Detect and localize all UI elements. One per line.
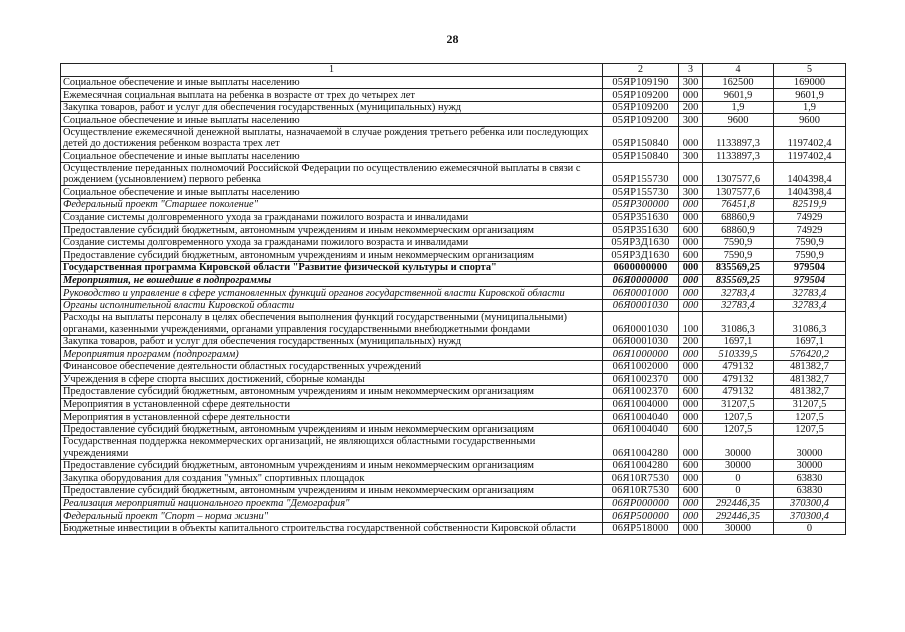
row-value-year2: 82519,9 [774,198,846,211]
row-name: Руководство и управление в сфере установленных функций органов государственной власти Кировской области [61,287,603,300]
row-name: Государственная поддержка некоммерческих организаций, не являющихся областными государственными учреждениями [61,436,603,459]
row-expense-type: 000 [679,398,703,411]
row-value-year1: 292446,35 [703,510,774,523]
row-value-year2: 481382,7 [774,373,846,386]
header-col-5: 5 [774,64,846,77]
row-code: 06Я0001030 [603,335,679,348]
table-row [61,287,846,300]
table-row [61,472,846,485]
row-value-year1: 68860,9 [703,211,774,224]
table-row [61,274,846,287]
row-name: Закупка товаров, работ и услуг для обеспечения государственных (муниципальных) нужд [61,101,603,114]
row-expense-type: 000 [679,261,703,274]
table-header-row [61,64,846,77]
row-code: 05ЯР155730 [603,186,679,199]
row-code: 06Я0000000 [603,274,679,287]
row-name: Бюджетные инвестиции в объекты капитального строительства государственной собственности Кировской области [61,522,603,535]
table-row [61,89,846,102]
table-row [61,497,846,510]
row-expense-type: 100 [679,312,703,335]
row-expense-type: 000 [679,198,703,211]
row-value-year2: 9601,9 [774,89,846,102]
row-expense-type: 200 [679,101,703,114]
row-value-year2: 1207,5 [774,411,846,424]
table-row [61,522,846,535]
row-expense-type: 000 [679,348,703,361]
row-value-year1: 1307577,6 [703,186,774,199]
row-value-year2: 1404398,4 [774,162,846,185]
row-code: 06Я10R7530 [603,485,679,498]
row-code: 06ЯР518000 [603,522,679,535]
row-code: 06Я0001030 [603,312,679,335]
row-value-year1: 479132 [703,386,774,399]
row-expense-type: 000 [679,287,703,300]
row-value-year2: 63830 [774,485,846,498]
table-row [61,485,846,498]
row-value-year1: 7590,9 [703,236,774,249]
row-name: Предоставление субсидий бюджетным, автономным учреждениям и иным некоммерческим организациям [61,249,603,262]
row-name: Мероприятия в установленной сфере деятельности [61,398,603,411]
row-expense-type: 600 [679,423,703,436]
row-value-year1: 835569,25 [703,274,774,287]
row-code: 06Я1000000 [603,348,679,361]
row-name: Финансовое обеспечение деятельности областных государственных учреждений [61,360,603,373]
row-name: Расходы на выплаты персоналу в целях обеспечения выполнения функций государственными (муниципальными) органами, казенными учреждениями, органами управления государственными внебюджетными фондами [61,312,603,335]
row-value-year2: 9600 [774,114,846,127]
row-value-year2: 31086,3 [774,312,846,335]
header-col-1: 1 [61,64,603,77]
row-name: Ежемесячная социальная выплата на ребенка в возрасте от трех до четырех лет [61,89,603,102]
row-name: Предоставление субсидий бюджетным, автономным учреждениям и иным некоммерческим организациям [61,224,603,237]
row-value-year2: 32783,4 [774,299,846,312]
row-value-year2: 979504 [774,261,846,274]
table-row [61,198,846,211]
row-value-year1: 1133897,3 [703,150,774,163]
header-col-2: 2 [603,64,679,77]
row-expense-type: 300 [679,150,703,163]
row-expense-type: 000 [679,472,703,485]
row-value-year1: 1133897,3 [703,126,774,149]
table-row [61,360,846,373]
row-value-year1: 32783,4 [703,287,774,300]
row-code: 06Я1004000 [603,398,679,411]
row-code: 05ЯР109200 [603,114,679,127]
row-code: 05ЯР150840 [603,150,679,163]
row-value-year1: 31207,5 [703,398,774,411]
table-row [61,76,846,89]
row-value-year1: 479132 [703,373,774,386]
row-value-year2: 7590,9 [774,236,846,249]
row-value-year1: 1207,5 [703,423,774,436]
budget-table [60,63,846,535]
row-expense-type: 600 [679,249,703,262]
row-value-year2: 1197402,4 [774,126,846,149]
row-expense-type: 000 [679,436,703,459]
row-code: 06Я1002000 [603,360,679,373]
row-value-year2: 1207,5 [774,423,846,436]
row-value-year1: 30000 [703,436,774,459]
row-value-year1: 1207,5 [703,411,774,424]
row-code: 05ЯР109190 [603,76,679,89]
row-name: Предоставление субсидий бюджетным, автономным учреждениям и иным некоммерческим организациям [61,485,603,498]
row-code: 06Я0001000 [603,287,679,300]
row-code: 05ЯР3Д1630 [603,249,679,262]
row-name: Закупка товаров, работ и услуг для обеспечения государственных (муниципальных) нужд [61,335,603,348]
row-value-year1: 68860,9 [703,224,774,237]
row-value-year1: 1,9 [703,101,774,114]
row-expense-type: 000 [679,236,703,249]
row-name: Мероприятия, не вошедшие в подпрограммы [61,274,603,287]
row-name: Социальное обеспечение и иные выплаты населению [61,114,603,127]
row-expense-type: 000 [679,89,703,102]
table-row [61,398,846,411]
row-code: 06Я1004280 [603,459,679,472]
row-code: 05ЯР3Д1630 [603,236,679,249]
row-name: Предоставление субсидий бюджетным, автономным учреждениям и иным некоммерческим организациям [61,459,603,472]
row-name: Предоставление субсидий бюджетным, автономным учреждениям и иным некоммерческим организациям [61,386,603,399]
row-value-year1: 30000 [703,522,774,535]
row-value-year2: 370300,4 [774,497,846,510]
row-value-year2: 30000 [774,459,846,472]
row-value-year2: 1197402,4 [774,150,846,163]
row-expense-type: 000 [679,126,703,149]
page-number: 28 [446,32,459,46]
row-code: 06Я0001030 [603,299,679,312]
row-code: 06Я1004040 [603,423,679,436]
row-name: Мероприятия в установленной сфере деятельности [61,411,603,424]
row-name: Государственная программа Кировской области "Развитие физической культуры и спорта" [61,261,603,274]
row-code: 05ЯР109200 [603,101,679,114]
row-code: 06ЯР000000 [603,497,679,510]
row-value-year2: 7590,9 [774,249,846,262]
table-row [61,261,846,274]
row-value-year2: 370300,4 [774,510,846,523]
table-row [61,126,846,149]
row-value-year2: 31207,5 [774,398,846,411]
row-code: 05ЯР109200 [603,89,679,102]
row-value-year1: 510339,5 [703,348,774,361]
row-name: Предоставление субсидий бюджетным, автономным учреждениям и иным некоммерческим организациям [61,423,603,436]
table-row [61,299,846,312]
table-row [61,348,846,361]
row-code: 06Я1002370 [603,386,679,399]
row-code: 05ЯР150840 [603,126,679,149]
row-expense-type: 000 [679,497,703,510]
row-value-year1: 76451,8 [703,198,774,211]
row-code: 06ЯР500000 [603,510,679,523]
row-value-year1: 1307577,6 [703,162,774,185]
table-row [61,186,846,199]
row-value-year1: 9600 [703,114,774,127]
table-row [61,312,846,335]
row-name: Федеральный проект "Спорт – норма жизни" [61,510,603,523]
row-name: Осуществление переданных полномочий Российской Федерации по осуществлению ежемесячной выплаты в связи с рождением (усыновлением) первого ребенка [61,162,603,185]
row-code: 05ЯР300000 [603,198,679,211]
row-code: 06Я10R7530 [603,472,679,485]
row-expense-type: 300 [679,76,703,89]
row-value-year2: 1404398,4 [774,186,846,199]
row-value-year2: 576420,2 [774,348,846,361]
table-row [61,150,846,163]
row-expense-type: 000 [679,274,703,287]
row-value-year1: 30000 [703,459,774,472]
row-name: Создание системы долговременного ухода за гражданами пожилого возраста и инвалидами [61,211,603,224]
row-code: 06Я1002370 [603,373,679,386]
row-expense-type: 300 [679,114,703,127]
table-row [61,249,846,262]
row-expense-type: 000 [679,299,703,312]
row-value-year1: 0 [703,485,774,498]
row-expense-type: 600 [679,485,703,498]
row-expense-type: 000 [679,411,703,424]
row-code: 05ЯР351630 [603,224,679,237]
row-value-year2: 0 [774,522,846,535]
row-value-year1: 292446,35 [703,497,774,510]
table-row [61,101,846,114]
row-expense-type: 200 [679,335,703,348]
table-row [61,510,846,523]
row-expense-type: 000 [679,211,703,224]
row-value-year1: 0 [703,472,774,485]
row-code: 05ЯР155730 [603,162,679,185]
row-value-year2: 481382,7 [774,360,846,373]
row-value-year2: 979504 [774,274,846,287]
row-value-year1: 7590,9 [703,249,774,262]
row-value-year2: 74929 [774,211,846,224]
row-name: Осуществление ежемесячной денежной выплаты, назначаемой в случае рождения третьего ребенка или последующих детей до достижения ребенком возраста трех лет [61,126,603,149]
row-code: 06Я1004280 [603,436,679,459]
row-expense-type: 000 [679,522,703,535]
row-value-year2: 74929 [774,224,846,237]
row-value-year2: 30000 [774,436,846,459]
row-expense-type: 000 [679,510,703,523]
row-name: Мероприятия программ (подпрограмм) [61,348,603,361]
row-value-year1: 835569,25 [703,261,774,274]
row-name: Учреждения в сфере спорта высших достижений, сборные команды [61,373,603,386]
row-value-year2: 481382,7 [774,386,846,399]
row-name: Социальное обеспечение и иные выплаты населению [61,150,603,163]
table-row [61,411,846,424]
row-expense-type: 000 [679,162,703,185]
row-code: 05ЯР351630 [603,211,679,224]
table-row [61,236,846,249]
row-value-year2: 1,9 [774,101,846,114]
header-col-3: 3 [679,64,703,77]
row-name: Создание системы долговременного ухода за гражданами пожилого возраста и инвалидами [61,236,603,249]
row-expense-type: 600 [679,224,703,237]
row-expense-type: 000 [679,373,703,386]
row-value-year1: 31086,3 [703,312,774,335]
row-name: Органы исполнительной власти Кировской области [61,299,603,312]
row-name: Федеральный проект "Старшее поколение" [61,198,603,211]
row-code: 06Я1004040 [603,411,679,424]
table-row [61,386,846,399]
row-expense-type: 000 [679,360,703,373]
row-value-year1: 479132 [703,360,774,373]
row-value-year2: 32783,4 [774,287,846,300]
row-value-year1: 32783,4 [703,299,774,312]
table-row [61,436,846,459]
table-row [61,224,846,237]
row-value-year1: 9601,9 [703,89,774,102]
row-expense-type: 600 [679,459,703,472]
row-expense-type: 300 [679,186,703,199]
row-name: Социальное обеспечение и иные выплаты населению [61,186,603,199]
header-col-4: 4 [703,64,774,77]
row-value-year1: 1697,1 [703,335,774,348]
table-row [61,114,846,127]
table-row [61,373,846,386]
table-row [61,459,846,472]
row-name: Закупка оборудования для создания "умных" спортивных площадок [61,472,603,485]
row-value-year2: 63830 [774,472,846,485]
table-row [61,162,846,185]
row-expense-type: 600 [679,386,703,399]
table-row [61,423,846,436]
row-code: 0600000000 [603,261,679,274]
row-value-year2: 1697,1 [774,335,846,348]
table-row [61,335,846,348]
table-row [61,211,846,224]
row-name: Социальное обеспечение и иные выплаты населению [61,76,603,89]
row-name: Реализация мероприятий национального проекта "Демография" [61,497,603,510]
row-value-year1: 162500 [703,76,774,89]
row-value-year2: 169000 [774,76,846,89]
